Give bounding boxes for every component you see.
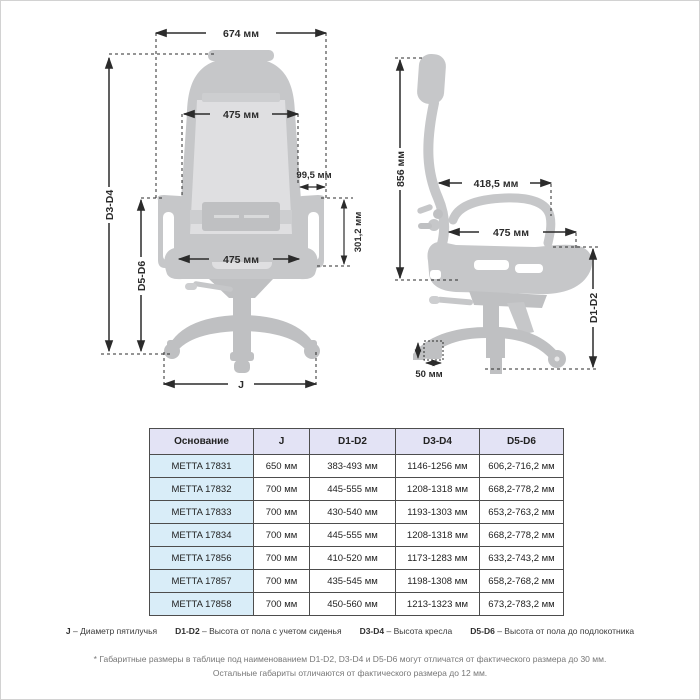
model-cell: METTA 17857 [150, 570, 254, 593]
value-cell: 1146-1256 мм [396, 455, 480, 478]
dim-back-height: 856 мм [395, 151, 407, 187]
legend-item-d1d2: D1-D2 – Высота от пола с учетом сиденья [175, 626, 342, 636]
model-cell: METTA 17831 [150, 455, 254, 478]
value-cell: 1198-1308 мм [396, 570, 480, 593]
header-d5d6: D5-D6 [480, 429, 564, 455]
value-cell: 700 мм [254, 593, 310, 616]
seat-slot-1 [474, 260, 509, 270]
headrest-side [416, 53, 446, 105]
back-knob-1 [433, 209, 443, 219]
value-cell: 700 мм [254, 478, 310, 501]
value-cell: 383-493 мм [310, 455, 396, 478]
model-cell: METTA 17834 [150, 524, 254, 547]
legend-item-d3d4: D3-D4 – Высота кресла [359, 626, 453, 636]
table-row [150, 501, 564, 524]
lumbar-dash-right [244, 215, 269, 218]
front-leg-collar [230, 352, 254, 361]
value-cell: 445-555 мм [310, 524, 396, 547]
footnote-line-2: Остальные габариты отличаются от фактического размера до 12 мм. [212, 668, 488, 678]
value-cell: 1173-1283 мм [396, 547, 480, 570]
table-row [150, 524, 564, 547]
caster-left [164, 343, 180, 359]
value-cell: 700 мм [254, 570, 310, 593]
header-d1d2: D1-D2 [310, 429, 396, 455]
mech-lever-left-tip [429, 296, 440, 304]
model-cell: METTA 17858 [150, 593, 254, 616]
lumbar-dash-left [214, 215, 239, 218]
value-cell: 700 мм [254, 547, 310, 570]
value-cell: 430-540 мм [310, 501, 396, 524]
value-cell: 633,2-743,2 мм [480, 547, 564, 570]
spec-table [149, 428, 564, 616]
chair-side-view [413, 53, 592, 374]
value-cell: 658,2-768,2 мм [480, 570, 564, 593]
table-header-row [150, 429, 564, 455]
table-row [150, 547, 564, 570]
header-j: J [254, 429, 310, 455]
dim-seat-height-label: D1-D2 [588, 292, 600, 324]
chair-diagrams [1, 1, 700, 421]
seat-slot-2 [515, 264, 543, 273]
value-cell: 668,2-778,2 мм [480, 478, 564, 501]
mech-lever-left [437, 296, 473, 305]
value-cell: 1213-1323 мм [396, 593, 480, 616]
value-cell: 673,2-783,2 мм [480, 593, 564, 616]
dim-backrest-depth: 418,5 мм [473, 178, 519, 190]
front-leg [233, 315, 251, 355]
model-cell: METTA 17832 [150, 478, 254, 501]
dim-caster-size: 50 мм [415, 369, 443, 380]
caster-right [304, 343, 320, 359]
value-cell: 1193-1303 мм [396, 501, 480, 524]
model-cell: METTA 17856 [150, 547, 254, 570]
headrest-bar [202, 93, 280, 102]
legend-item-d5d6: D5-D6 – Высота от пола до подлокотника [470, 626, 635, 636]
center-caster-side [490, 357, 502, 374]
seat-side [428, 242, 593, 294]
value-cell: 650 мм [254, 455, 310, 478]
value-cell: 410-520 мм [310, 547, 396, 570]
value-cell: 445-555 мм [310, 478, 396, 501]
value-cell: 700 мм [254, 524, 310, 547]
dim-chair-height-label: D3-D4 [104, 189, 116, 221]
value-cell: 450-560 мм [310, 593, 396, 616]
table-row [150, 478, 564, 501]
dim-overall-width: 674 мм [223, 28, 259, 40]
center-leg-side [486, 331, 505, 358]
model-cell: METTA 17833 [150, 501, 254, 524]
value-cell: 1208-1318 мм [396, 478, 480, 501]
seat-slot-3 [430, 270, 441, 279]
footnote [1, 652, 699, 680]
caster-left-side [425, 342, 442, 359]
dim-armrest-floor-label: D5-D6 [136, 260, 148, 292]
value-cell: 653,2-763,2 мм [480, 501, 564, 524]
dim-armrest-offset: 99,5 мм [296, 170, 332, 181]
table-row [150, 593, 564, 616]
value-cell: 1208-1318 мм [396, 524, 480, 547]
front-caster [234, 360, 250, 373]
tilt-lever-tip [185, 283, 197, 290]
dim-armrest-height: 301,2 мм [353, 211, 364, 253]
back-knob-lever [416, 203, 433, 214]
value-cell: 668,2-778,2 мм [480, 524, 564, 547]
dim-seat-depth: 475 мм [493, 227, 529, 239]
dim-backrest-width: 475 мм [223, 109, 259, 121]
header-d3d4: D3-D4 [396, 429, 480, 455]
legend [1, 626, 699, 636]
value-cell: 700 мм [254, 501, 310, 524]
header-base: Основание [150, 429, 254, 455]
value-cell: 435-545 мм [310, 570, 396, 593]
table-row [150, 570, 564, 593]
dim-seat-width: 475 мм [223, 254, 259, 266]
spec-table-body [150, 455, 564, 616]
caster-right-hub [555, 357, 560, 362]
chair-back-view [158, 50, 325, 373]
dim-base-diameter-label: J [238, 379, 244, 391]
footnote-line-1: * Габаритные размеры в таблице под наименованием D1-D2, D3-D4 и D5-D6 могут отличатся от фактического размера до 30 мм. [93, 654, 607, 664]
value-cell: 606,2-716,2 мм [480, 455, 564, 478]
legend-item-j: J – Диаметр пятилучья [65, 626, 158, 636]
back-knob-lever-2 [418, 223, 432, 229]
table-row [150, 455, 564, 478]
